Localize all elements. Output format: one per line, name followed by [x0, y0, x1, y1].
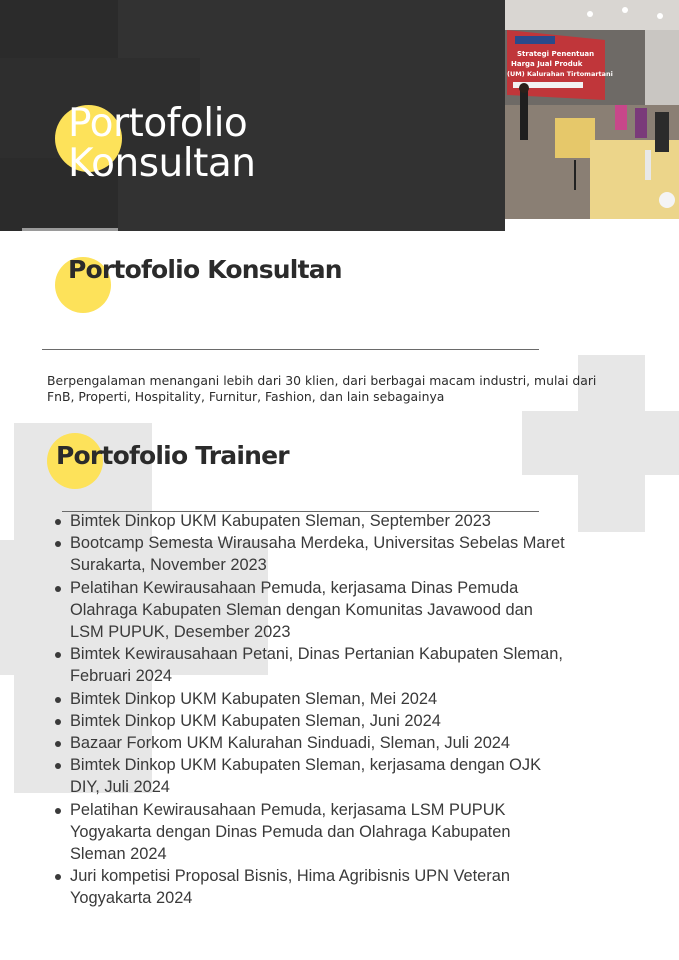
list-item: Bimtek Dinkop UKM Kabupaten Sleman, September 2023	[70, 510, 570, 532]
list-item: Bimtek Dinkop UKM Kabupaten Sleman, Mei 2024	[70, 688, 570, 710]
banner-text-line1: Strategi Penentuan	[517, 50, 595, 58]
banner-text-line3: (UM) Kalurahan Tirtomartani	[507, 70, 613, 78]
list-item: Pelatihan Kewirausahaan Pemuda, kerjasama Dinas Pemuda Olahraga Kabupaten Sleman dengan Komunitas Javawood dan LSM PUPUK, Desember 2023	[70, 577, 570, 644]
header-shade-line	[22, 228, 118, 231]
list-item: Bootcamp Semesta Wirausaha Merdeka, Universitas Sebelas Maret Surakarta, November 2023	[70, 532, 570, 576]
list-item: Bimtek Kewirausahaan Petani, Dinas Pertanian Kabupaten Sleman, Februari 2024	[70, 643, 570, 687]
trainer-list	[70, 510, 570, 910]
decor-cross-right-horizontal	[522, 411, 679, 475]
page-title: Portofolio Konsultan	[68, 101, 256, 186]
list-item: Bimtek Dinkop UKM Kabupaten Sleman, kerjasama dengan OJK DIY, Juli 2024	[70, 754, 570, 798]
banner-text-line2: Harga Jual Produk	[511, 60, 583, 68]
konsultan-divider	[42, 349, 539, 350]
list-item: Bazaar Forkom UKM Kalurahan Sinduadi, Sleman, Juli 2024	[70, 732, 570, 754]
konsultan-description: Berpengalaman menangani lebih dari 30 klien, dari berbagai macam industri, mulai dari FnB, Properti, Hospitality, Furnitur, Fashion, dan lain sebagainya	[47, 373, 597, 404]
seminar-photo-illustration	[505, 0, 679, 219]
konsultan-heading: Portofolio Konsultan	[68, 255, 342, 284]
list-item: Pelatihan Kewirausahaan Pemuda, kerjasama LSM PUPUK Yogyakarta dengan Dinas Pemuda dan Olahraga Kabupaten Sleman 2024	[70, 799, 570, 866]
list-item: Bimtek Dinkop UKM Kabupaten Sleman, Juni 2024	[70, 710, 570, 732]
seminar-photo	[505, 0, 679, 219]
trainer-heading: Portofolio Trainer	[56, 441, 289, 470]
list-item: Juri kompetisi Proposal Bisnis, Hima Agribisnis UPN Veteran Yogyakarta 2024	[70, 865, 570, 909]
